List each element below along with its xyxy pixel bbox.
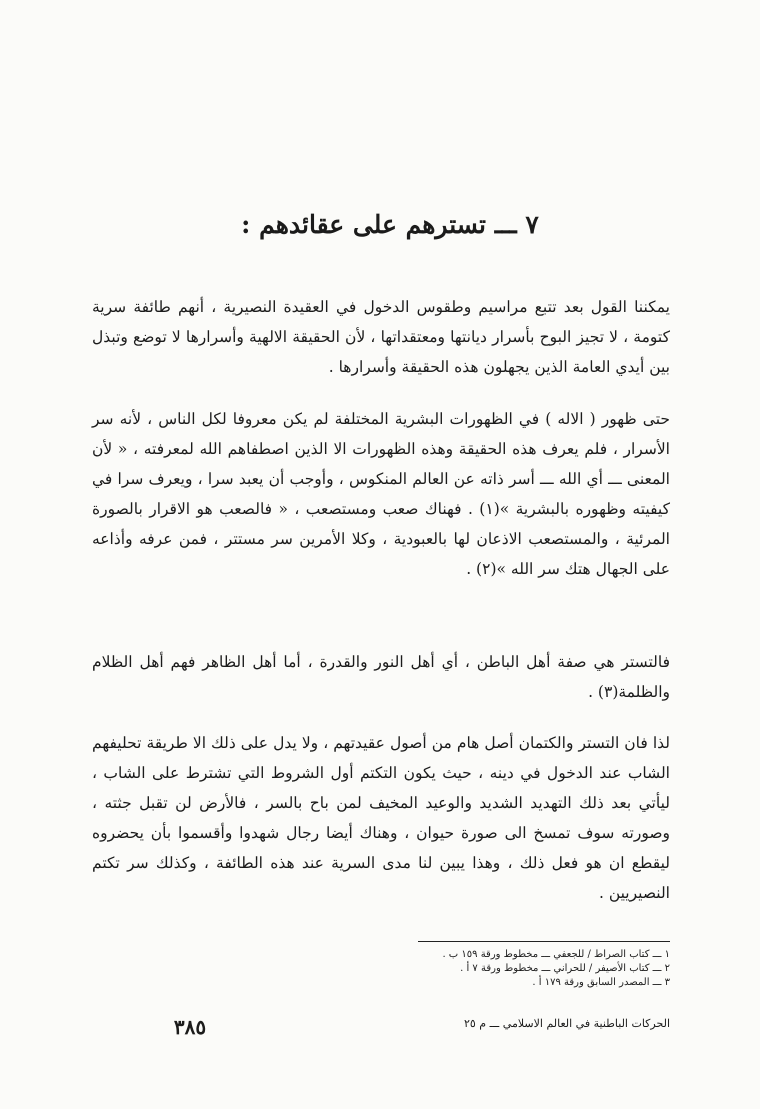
footnote-1: ١ ـــ كتاب الصراط / للجعفي ـــ مخطوط ورقة ١٥٩ ب .: [442, 949, 670, 960]
page-number: ٣٨٥: [173, 1015, 207, 1039]
footnote-3: ٣ ـــ المصدر السابق ورقة ١٧٩ أ .: [532, 977, 670, 988]
running-footer: الحركات الباطنية في العالم الاسلامي ـــ م ٢٥: [463, 1017, 670, 1030]
footnote-separator: [418, 941, 670, 942]
paragraph-4: لذا فان التستر والكتمان أصل هام من أصول عقيدتهم ، ولا يدل على ذلك الا طريقة تحليفهم الشاب عند الدخول في دينه ، حيث يكون التكتم أول الشروط التي تشترط على الشاب ، ليأتي بعد ذلك التهديد الشديد والوعيد المخيف لمن باح بالسر ، فالأرض لن تقبل جثته ، وصورته سوف تمسخ الى صورة حيوان ، وهناك أيضا رجال شهدوا وأقسموا بأن يحضروه ليقطع ان هو فعل ذلك ، وهذا يبين لنا مدى السرية عند هذه الطائفة ، وكذلك سر تكتم النصيريين .: [92, 734, 670, 902]
paragraph-1: يمكننا القول بعد تتبع مراسيم وطقوس الدخول في العقيدة النصيرية ، أنهم طائفة سرية كتومة ، لا تجيز البوح بأسرار ديانتها ومعتقداتها ، لأن الحقيقة الالهية وأسرارها لا توضع وتبذل بين أيدي العامة الذين يجهلون هذه الحقيقة وأسرارها .: [92, 298, 670, 376]
footnotes: [300, 948, 670, 990]
paragraph-2: حتى ظهور ( الاله ) في الظهورات البشرية المختلفة لم يكن معروفا لكل الناس ، لأنه سر الأسرار ، فلم يعرف هذه الحقيقة وهذه الظهورات الا الذين اصطفاهم الله لمعرفته ، « لأن المعنى ـــ أي الله ـــ أسر ذاته عن العالم المنكوس ، وأوجب أن يعبد سرا ، ويعرف سرا في كيفيته وظهوره بالبشرية »(١) . فهناك صعب ومستصعب ، « فالصعب هو الاقرار بالصورة المرئية ، والمستصعب الاذعان لها بالعبودية ، وكلا الأمرين سر مستتر ، فمن عرفه وأذاعه على الجهال هتك سر الله »(٢) .: [92, 410, 670, 578]
paragraph-3: فالتستر هي صفة أهل الباطن ، أي أهل النور والقدرة ، أما أهل الظاهر فهم أهل الظلام والظلمة(٣) .: [92, 653, 670, 701]
footnote-2: ٢ ـــ كتاب الأصيفر / للحراني ـــ مخطوط ورقة ٧ أ .: [460, 963, 670, 974]
section-heading: ٧ ـــ تسترهم على عقائدهم :: [241, 210, 539, 239]
